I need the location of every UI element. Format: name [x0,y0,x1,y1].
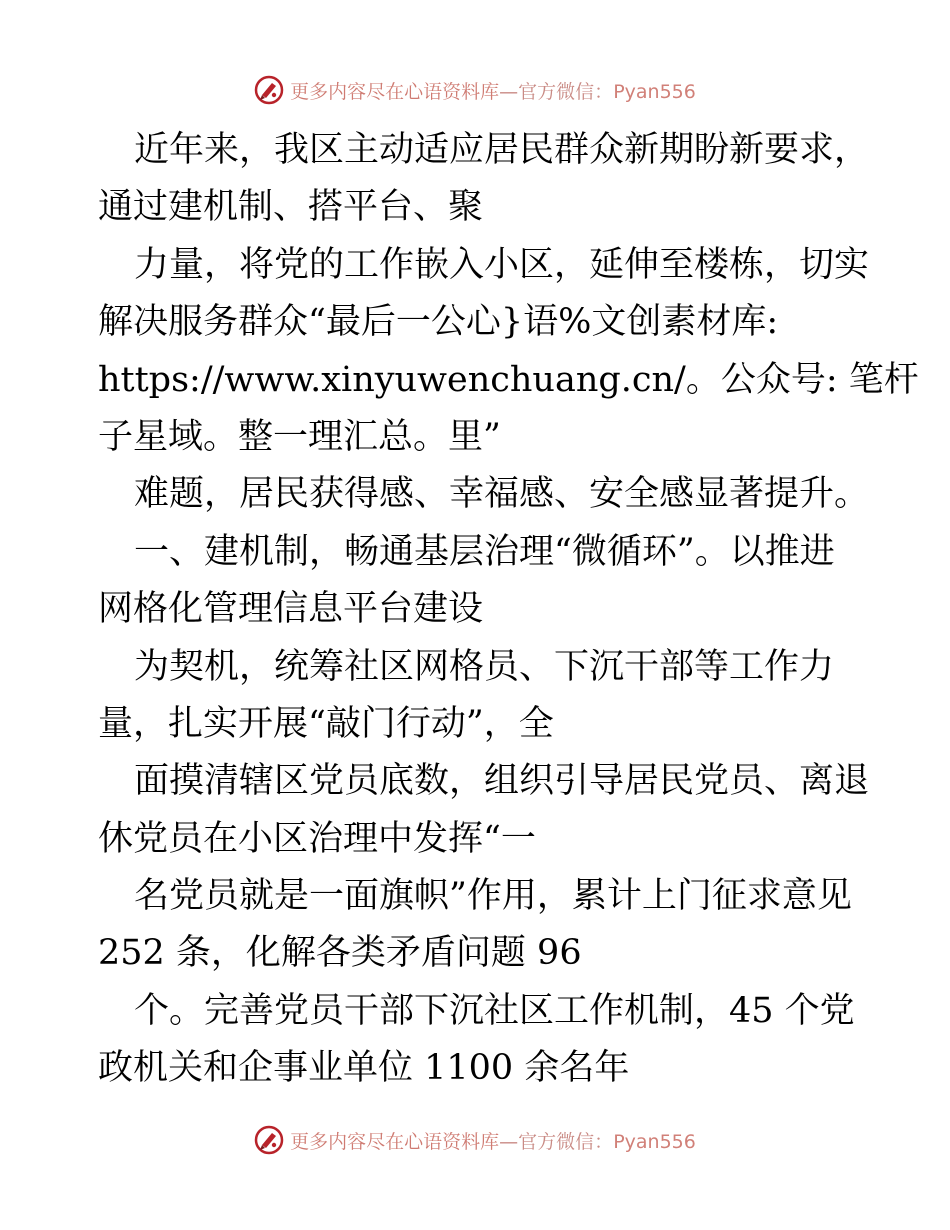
header-watermark-wx-id: Pyan556 [613,80,696,103]
footer-watermark-main: 更多内容尽在心语资料库 [290,1130,500,1153]
body-line: https://www.xinyuwenchuang.cn/。公众号: 笔杆 [98,359,919,400]
body-line: 名党员就是一面旗帜”作用，累计上门征求意见 [134,876,852,917]
body-line: 量，扎实开展“敲门行动”，全 [98,703,554,744]
footer-watermark [0,1120,950,1160]
header-watermark-main: 更多内容尽在心语资料库 [290,80,500,103]
body-line: 为契机，统筹社区网格员、下沉干部等工作力 [134,646,835,687]
body-line: 子星域。整一理汇总。里” [98,416,501,457]
body-line: 通过建机制、搭平台、聚 [98,187,484,228]
header-watermark-text [290,77,696,104]
footer-watermark-separator: — [499,1130,519,1153]
body-line: 力量，将党的工作嵌入小区，延伸至楼栋，切实 [134,244,870,285]
header-watermark-wx-label: 官方微信： [518,80,614,103]
footer-watermark-wx-label: 官方微信： [518,1130,614,1153]
header-watermark [0,70,950,110]
brand-logo-icon [254,1125,284,1155]
brand-logo-icon [254,75,284,105]
body-line: 休党员在小区治理中发挥“一 [98,818,536,859]
body-line: 解决服务群众“最后一公心}语%文创素材库: [98,302,779,343]
body-line: 252 条，化解各类矛盾问题 96 [98,933,582,974]
body-line: 网格化管理信息平台建设 [98,589,484,630]
footer-watermark-text [290,1127,696,1154]
body-line: 一、建机制，畅通基层治理“微循环”。以推进 [134,531,835,572]
body-line: 政机关和企事业单位 1100 余名年 [98,1048,630,1089]
header-watermark-separator: — [499,80,519,103]
body-line: 难题，居民获得感、幸福感、安全感显著提升。 [134,474,870,515]
body-line: 个。完善党员干部下沉社区工作机制，45 个党 [134,990,855,1031]
document-body [98,122,919,1098]
footer-watermark-wx-id: Pyan556 [613,1130,696,1153]
body-line: 近年来，我区主动适应居民群众新期盼新要求， [134,130,870,170]
body-line: 面摸清辖区党员底数，组织引导居民党员、离退 [134,761,870,802]
